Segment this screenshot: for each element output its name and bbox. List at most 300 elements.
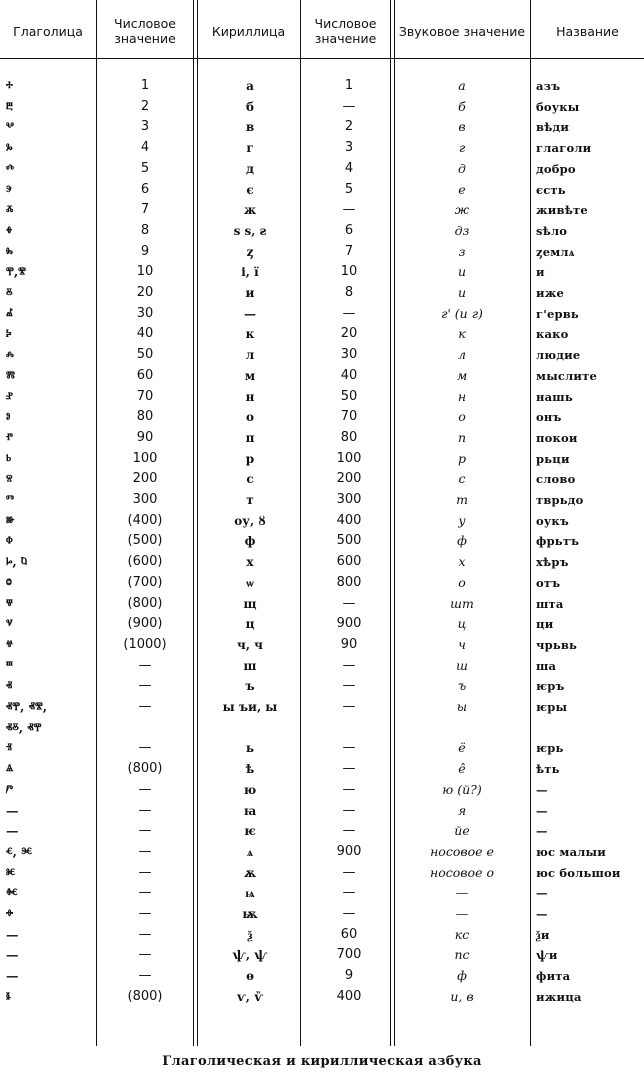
cyrillic-numeric-value: 6 [344,222,354,238]
table-row [0,635,644,655]
sound-value: ц [457,616,467,632]
table-row [0,573,644,593]
sound-value: и [457,264,467,280]
cyrillic-letter: м [244,368,256,383]
glagolitic-letter: ⱌ [6,616,13,632]
glagolitic-letter: ⱏ [6,678,13,694]
cyrillic-letter: г [246,141,254,156]
cyrillic-numeric-value: — [342,202,356,218]
cyrillic-numeric-value: 40 [340,367,358,383]
cyrillic-letter: ь [245,741,255,756]
table-row [0,863,644,883]
numeric-value [100,718,190,738]
numeric-value: — [138,657,152,673]
table-row [0,594,644,614]
cyrillic-letter [200,718,300,738]
sound-value: я [457,802,467,818]
numeric-value: (400) [127,512,163,528]
table-row [0,821,644,841]
letter-name: — [536,907,548,921]
cyrillic-letter: л [245,348,255,363]
glagolitic-letter: ⱑ [6,761,14,777]
cyrillic-letter: ж [243,203,257,218]
table-row [0,718,644,738]
table-row [0,780,644,800]
glagolitic-letter: ⰶ [6,202,14,218]
letter-name: нашь [536,389,573,404]
letter-name: шта [536,596,564,611]
table-row [0,552,644,572]
numeric-value: (800) [127,988,163,1004]
cyrillic-numeric-value: — [342,906,356,921]
header-cyrillic: Кириллица [211,23,286,39]
table-row [0,469,644,489]
cyrillic-letter: ѱ, ѱ [232,948,268,963]
letter-name: како [536,327,569,342]
sound-value: ш [456,657,468,673]
sound-value: ю (й?) [442,781,482,797]
sound-value: о [458,574,466,590]
cyrillic-letter: — [244,306,256,321]
letter-name: ижица [536,989,582,1004]
numeric-value: (700) [127,574,163,590]
letter-name: тврьдо [536,493,584,507]
cyrillic-numeric-value: 20 [340,326,358,342]
letter-name: хѣръ [536,555,569,570]
sound-value: ф [457,968,467,984]
cyrillic-letter: ѩ [245,886,255,901]
cyrillic-numeric-value: 700 [336,947,362,963]
cyrillic-letter: н [245,389,255,404]
sound-value: т [456,492,468,507]
numeric-value: — [138,699,152,714]
numeric-value: 9 [140,243,150,259]
cyrillic-numeric-value: — [342,699,356,714]
numeric-value: — [138,906,152,921]
sound-value: д [458,160,466,176]
numeric-value: 1 [140,78,150,93]
cyrillic-letter: б [245,99,254,114]
letter-name: — [536,782,548,797]
table-row [0,387,644,407]
numeric-value: (1000) [123,636,167,652]
cyrillic-numeric-value: 7 [344,243,354,259]
cyrillic-letter: ш [243,658,257,673]
glagolitic-letter: ⱍ [6,636,13,652]
cyrillic-letter: р [245,451,255,466]
table-row [0,76,644,96]
numeric-value: 30 [136,305,154,321]
table-row [0,697,644,717]
letter-name: ѱи [536,948,558,963]
cyrillic-numeric-value: 5 [344,181,354,197]
cyrillic-letter: є [246,182,254,197]
table-row [0,159,644,179]
glagolitic-letter: ⰿ [6,367,15,383]
letter-name: вѣди [536,120,570,135]
glagolitic-letter: ⱆ [6,512,15,528]
glagolitic-letter: ⱅ [6,492,14,507]
sound-value: — [455,906,469,921]
numeric-value: 20 [136,285,154,300]
numeric-value: (800) [127,761,163,777]
letter-name: ѣть [536,762,560,777]
numeric-value: 4 [140,140,150,156]
cyrillic-letter: і, ї [241,265,259,280]
numeric-value: (800) [127,595,163,611]
sound-value: ф [457,533,467,549]
numeric-value: 40 [136,326,154,342]
cyrillic-numeric-value: 60 [340,926,358,942]
letter-name: слово [536,472,576,487]
sound-value: пс [454,947,470,963]
letter-name: г'ервь [536,306,579,321]
cyrillic-numeric-value: 50 [340,388,358,404]
letter-name: ѥрь [536,741,564,756]
table-row [0,242,644,262]
sound-value: дз [454,222,470,238]
cyrillic-numeric-value: 1 [344,78,354,93]
sound-value: е [458,181,466,197]
sound-value [398,718,526,738]
glagolitic-letter: ⱔ, ⱗ [6,843,32,859]
sound-value: йе [454,823,470,839]
table-row [0,904,644,924]
letter-name: иже [536,286,565,300]
table-row [0,945,644,965]
sound-value: г [458,140,466,156]
cyrillic-letter: ю [243,782,257,797]
header-numeric-value-2: Числовое значение [314,16,377,46]
glagolitic-letter: ⰸ [6,243,13,259]
letter-name: рьци [536,451,570,466]
cyrillic-numeric-value: 900 [336,843,362,859]
glagolitic-letter: ⰼ [6,305,13,321]
letter-name: єсть [536,182,566,197]
glagolitic-letter: ⰳ [6,140,13,156]
cyrillic-letter: к [245,327,255,342]
numeric-value: 70 [136,388,154,404]
sound-value: б [458,98,466,114]
numeric-value: — [138,843,152,859]
numeric-value: 100 [132,450,158,466]
cyrillic-numeric-value: — [342,595,356,611]
letter-name: чрьвь [536,637,578,652]
cyrillic-numeric-value: 800 [336,574,362,590]
cyrillic-letter: ф [244,534,256,549]
cyrillic-letter: оу, ȣ [234,513,266,528]
letter-name [536,718,642,738]
table-row [0,283,644,303]
table-row [0,511,644,531]
sound-value: л [458,347,466,363]
sound-value: с [458,471,466,487]
cyrillic-letter: щ [243,596,257,611]
cyrillic-letter: ц [245,617,255,632]
cyrillic-numeric-value: 9 [344,968,354,984]
letter-name: азъ [536,79,561,93]
cyrillic-numeric-value: — [342,761,356,777]
glagolitic-letter: ⱏⰻ, ⱏⰹ [6,719,42,735]
sound-value: кс [454,926,470,942]
table-row [0,262,644,282]
cyrillic-numeric-value: 400 [336,512,362,528]
glagolitic-letter: ⰷ [6,222,13,238]
table-row [0,324,644,344]
table-row [0,138,644,158]
letter-name: ȥемлѧ [536,244,575,259]
glagolitic-letter: ⰴ [6,160,14,176]
cyrillic-numeric-value: 400 [336,988,362,1004]
sound-value: о [458,409,466,425]
cyrillic-numeric-value: — [342,802,356,818]
letter-name: ѕѣло [536,223,568,238]
cyrillic-letter: ѫ [243,865,257,880]
sound-value: н [457,388,467,404]
table-row [0,366,644,386]
cyrillic-numeric-value: 3 [344,140,354,156]
glagolitic-letter: ⱀ [6,388,13,404]
table-row [0,987,644,1007]
cyrillic-numeric-value: — [342,864,356,880]
header-glagolitic: Глаголица [13,23,83,39]
sound-value: п [457,429,467,445]
table-row [0,759,644,779]
cyrillic-letter: ѵ, ѷ [236,989,264,1004]
letter-name: фрьтъ [536,534,580,549]
table-row [0,656,644,676]
table-row [0,883,644,903]
table-row [0,221,644,241]
table-row [0,490,644,510]
letter-name: мыслите [536,368,598,383]
cyrillic-letter: ѭ [242,907,258,921]
table-row [0,345,644,365]
glagolitic-letter: — [6,968,19,984]
table-row [0,738,644,758]
numeric-value: — [138,678,152,694]
cyrillic-letter: ѕ s, ƨ [233,223,267,238]
numeric-value: 80 [136,409,154,425]
numeric-value: (600) [127,554,163,570]
numeric-value: 5 [140,160,150,176]
numeric-value: — [138,740,152,756]
sound-value: шт [450,595,474,611]
numeric-value: — [138,864,152,880]
table-row [0,180,644,200]
cyrillic-numeric-value: 600 [336,554,362,570]
letter-name: онъ [536,410,562,425]
letter-name: ѯи [536,927,550,942]
table-row [0,531,644,551]
numeric-value: 60 [136,367,154,383]
table-row [0,966,644,986]
table-row [0,200,644,220]
glagolitic-letter: ⱘ [6,864,16,880]
numeric-value: 300 [132,492,158,507]
cyrillic-numeric-value: 100 [336,450,362,466]
cyrillic-numeric-value: 2 [344,119,354,135]
cyrillic-numeric-value: 30 [340,347,358,363]
table-row [0,117,644,137]
numeric-value: (500) [127,533,163,549]
glagolitic-letter: ⱉ [6,574,12,590]
sound-value: р [457,450,466,466]
table-row [0,801,644,821]
cyrillic-letter: ȥ [246,244,254,259]
cyrillic-letter: ꙗ [243,803,257,818]
cyrillic-letter: а [246,79,254,93]
glagolitic-letter: ⱙ [6,885,18,901]
glagolitic-letter: ⱃ [6,450,12,466]
glagolitic-letter: ⱈ, ⱒ [6,554,27,570]
cyrillic-letter: ѯ [247,927,253,942]
sound-value: ê [458,761,466,777]
table-row [0,407,644,427]
numeric-value: — [138,968,152,984]
glagolitic-letter: ⱓ [6,781,14,797]
numeric-value: — [138,926,152,942]
numeric-value: 3 [140,119,150,135]
letter-name: ци [536,617,554,632]
glagolitic-letter: — [6,802,19,818]
cyrillic-numeric-value: 200 [336,471,362,487]
letter-name: ѥръ [536,679,565,694]
glagolitic-letter: ⱇ [6,533,13,549]
sound-value: к [458,326,466,342]
cyrillic-letter: ъ [245,679,255,694]
glagolitic-letter: — [6,947,19,963]
cyrillic-letter: ѣ [245,762,255,777]
table-row [0,925,644,945]
cyrillic-letter: т [246,493,254,507]
letter-name: — [536,824,548,839]
cyrillic-letter: ѡ [246,575,254,590]
glagolitic-letter: ⰾ [6,347,14,363]
glagolitic-letter: ⱐ [6,740,12,756]
glagolitic-letter: ⱁ [6,409,11,425]
cyrillic-numeric-value: — [342,98,356,114]
letter-name: оукъ [536,513,569,528]
letter-name: боукы [536,99,580,114]
letter-name: фита [536,969,571,984]
letter-name: покои [536,430,578,445]
cyrillic-numeric-value: 8 [344,285,354,300]
glagolitic-letter: ⱄ [6,471,13,487]
glagolitic-letter: ⰽ [6,326,12,342]
numeric-value: — [138,947,152,963]
letter-name: ша [536,658,557,673]
letter-name: юс малыи [536,844,607,859]
sound-value: г' (и г) [441,305,483,321]
sound-value: ч [458,636,466,652]
cyrillic-numeric-value: — [342,678,356,694]
sound-value: а [458,78,466,93]
glagolitic-letter: ⰰ [6,78,13,93]
header-sound-value: Звуковое значение [398,23,526,39]
numeric-value: 2 [140,98,150,114]
glagolitic-letter: ⱛ [6,988,11,1004]
cyrillic-numeric-value: 4 [344,160,354,176]
cyrillic-numeric-value: 500 [336,533,362,549]
numeric-value: — [138,802,152,818]
glagolitic-letter: ⱋ [6,595,13,611]
cyrillic-numeric-value: — [342,305,356,321]
sound-value: ъ [457,678,467,694]
sound-value: в [458,119,466,135]
sound-value: и, в [450,988,474,1004]
numeric-value: (900) [127,616,163,632]
cyrillic-numeric-value [306,718,392,738]
cyrillic-numeric-value: — [342,657,356,673]
table-row [0,449,644,469]
table-row [0,304,644,324]
table-row [0,428,644,448]
header-numeric-value: Числовое значение [114,16,176,46]
cyrillic-letter: ѳ [246,969,254,984]
cyrillic-letter: ч, ч [237,637,263,652]
sound-value: з [458,243,466,259]
sound-value: м [456,367,468,383]
glagolitic-letter: ⰲ [6,119,14,135]
cyrillic-letter: х [246,555,254,570]
cyrillic-letter: и [245,286,255,300]
cyrillic-letter: д [246,161,254,176]
cyrillic-numeric-value: — [342,781,356,797]
numeric-value: 50 [136,347,154,363]
sound-value: у [458,512,466,528]
glagolitic-letter: ⱎ [6,657,13,673]
cyrillic-letter: о [245,410,254,425]
cyrillic-letter: с [246,472,254,487]
table-row [0,97,644,117]
sound-value: ё [458,740,466,756]
sound-value: х [458,554,466,570]
letter-name: отъ [536,575,561,590]
letter-name: — [536,886,548,901]
cyrillic-numeric-value: 70 [340,409,358,425]
cyrillic-numeric-value: — [342,885,356,901]
numeric-value: — [138,823,152,839]
glagolitic-letter: ⱂ [6,429,14,445]
letter-name: — [536,803,548,818]
sound-value: носовое о [430,864,494,880]
header-name: Название [556,23,619,39]
glagolitic-letter: ⰵ [6,181,13,197]
glagolitic-letter: — [6,926,19,942]
caption: Глаголическая и кириллическая азбука [162,1054,482,1069]
numeric-value: — [138,781,152,797]
letter-name: и [536,265,545,280]
letter-name: живѣте [536,203,588,218]
sound-value: и [457,285,467,300]
glagolitic-letter: ⰱ [6,98,13,114]
glagolitic-letter: ⱏⰹ, ⱏⰺ, [6,699,48,714]
cyrillic-letter: п [245,430,255,445]
numeric-value: 7 [140,202,150,218]
cyrillic-numeric-value: 300 [336,492,362,507]
letter-name: ѥры [536,700,568,714]
glagolitic-letter: ⱚ [6,906,14,921]
numeric-value: — [138,885,152,901]
cyrillic-numeric-value: 80 [340,429,358,445]
cyrillic-letter: ѥ [244,824,256,839]
cyrillic-letter: ы ъи, ы [222,700,278,714]
numeric-value: 6 [140,181,150,197]
numeric-value: 8 [140,222,150,238]
letter-name: глаголи [536,141,592,156]
sound-value: — [455,885,469,901]
